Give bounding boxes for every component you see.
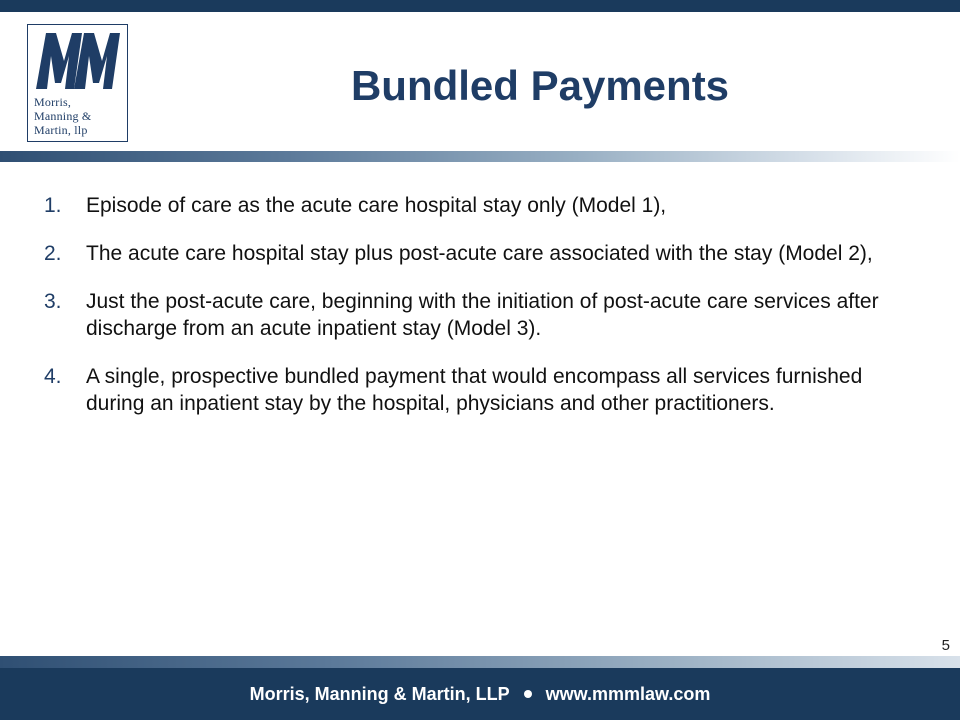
footer-bar bbox=[0, 668, 960, 720]
footer-divider bbox=[0, 656, 960, 668]
logo-line-2: Manning & bbox=[34, 109, 92, 123]
numbered-list bbox=[44, 192, 924, 438]
list-item bbox=[44, 288, 924, 342]
list-item-number: 4. bbox=[44, 365, 62, 388]
footer-website: www.mmmlaw.com bbox=[545, 683, 711, 704]
list-item-text: Just the post-acute care, beginning with the initiation of post-acute care services after discharge from an acute inpatient stay (Model 3). bbox=[86, 290, 879, 340]
slide-title: Bundled Payments bbox=[350, 62, 730, 109]
title-divider bbox=[0, 151, 960, 162]
list-item-number: 3. bbox=[44, 290, 62, 313]
logo-line-1: Morris, bbox=[34, 95, 72, 109]
list-item-text: A single, prospective bundled payment that would encompass all services furnished during an inpatient stay by the hospital, physicians and other practitioners. bbox=[86, 365, 863, 415]
firm-logo bbox=[27, 24, 128, 142]
list-item-text: The acute care hospital stay plus post-acute care associated with the stay (Model 2), bbox=[86, 242, 873, 265]
list-item-number: 2. bbox=[44, 242, 62, 265]
bullet-icon bbox=[524, 690, 532, 698]
list-item bbox=[44, 192, 924, 219]
footer-content bbox=[0, 668, 960, 720]
page-number: 5 bbox=[941, 637, 950, 654]
mm-logo-mark bbox=[34, 31, 121, 89]
footer-firm-name: Morris, Manning & Martin, LLP bbox=[249, 683, 510, 704]
top-bar bbox=[0, 0, 960, 12]
list-item-text: Episode of care as the acute care hospital stay only (Model 1), bbox=[86, 194, 667, 217]
list-item bbox=[44, 240, 924, 267]
list-item bbox=[44, 363, 924, 417]
logo-wordmark bbox=[34, 95, 126, 137]
list-item-number: 1. bbox=[44, 194, 62, 217]
logo-line-3: Martin, llp bbox=[34, 123, 88, 137]
